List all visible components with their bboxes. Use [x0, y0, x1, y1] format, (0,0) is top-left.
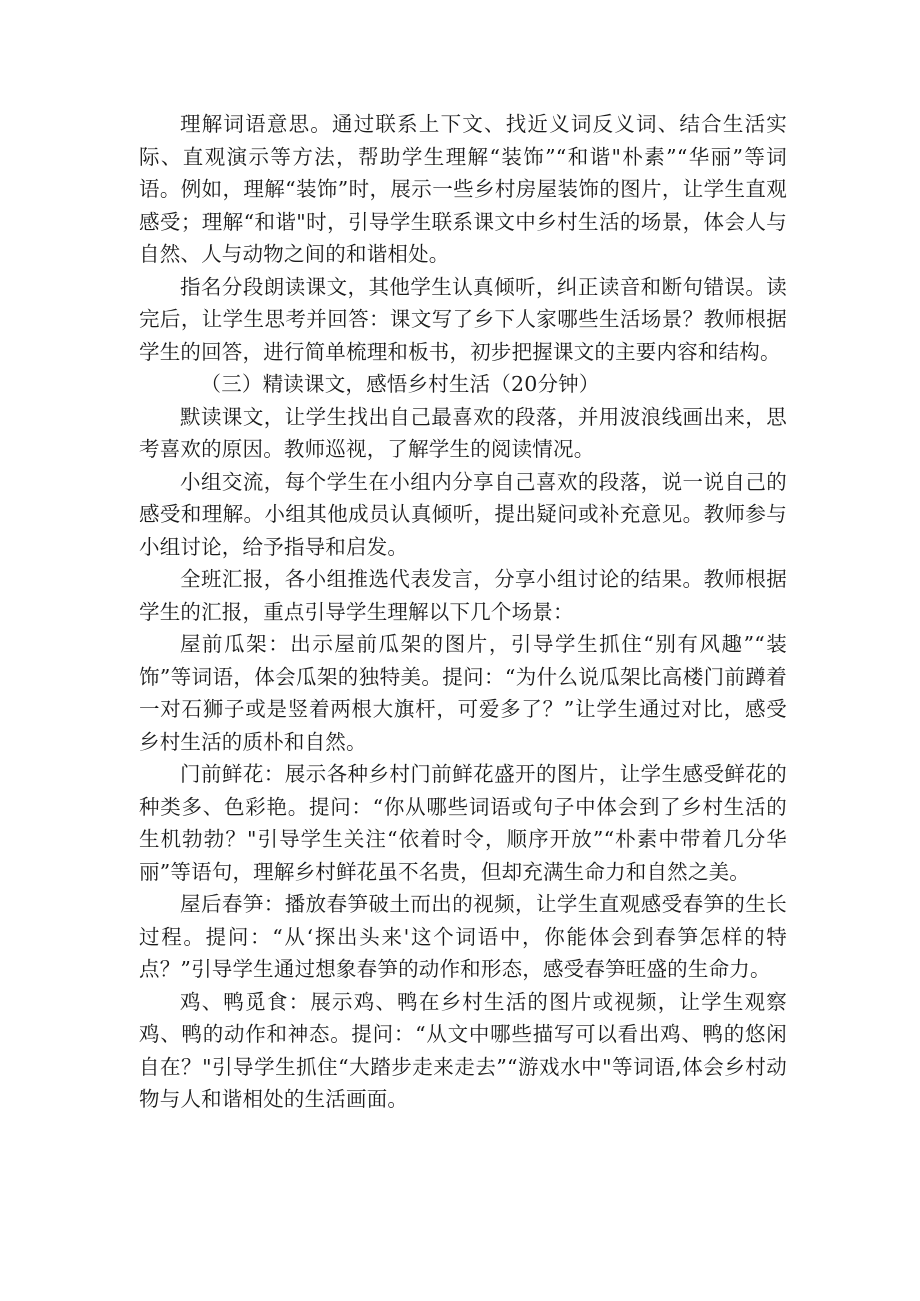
paragraph-chickens-ducks: 鸡、鸭觅食：展示鸡、鸭在乡村生活的图片或视频，让学生观察鸡、鸭的动作和神态。提问：“从文中哪些描写可以看出鸡、鸭的悠闲自在？"引导学生抓住“大踏步走来走去”“游戏水中"等词语,体会乡村动物与人和谐相处的生活画面。 — [139, 989, 787, 1111]
paragraph-group-discussion: 小组交流，每个学生在小组内分享自己喜欢的段落，说一说自己的感受和理解。小组其他成员认真倾听，提出疑问或补充意见。教师参与小组讨论，给予指导和启发。 — [139, 469, 787, 559]
section-heading-close-reading: （三）精读课文，感悟乡村生活（20分钟） — [200, 372, 600, 396]
paragraph-silent-reading: 默读课文，让学生找出自己最喜欢的段落，并用波浪线画出来，思考喜欢的原因。教师巡视，了解学生的阅读情况。 — [139, 404, 787, 461]
paragraph-melon-trellis: 屋前瓜架：出示屋前瓜架的图片，引导学生抓住“别有风趣”“装饰”等词语，体会瓜架的独特美。提问：“为什么说瓜架比高楼门前蹲着一对石狮子或是竖着两根大旗杆，可爱多了？”让学生通过对比，感受乡村生活的质朴和自然。 — [139, 632, 787, 754]
paragraph-bamboo-shoots: 屋后春笋：播放春笋破土而出的视频，让学生直观感受春笋的生长过程。提问：“从‘探出头来'这个词语中，你能体会到春笋怎样的特点？”引导学生通过想象春笋的动作和形态，感受春笋旺盛的生命力。 — [139, 892, 787, 981]
document-body — [139, 108, 787, 1116]
paragraph-vocabulary: 理解词语意思。通过联系上下文、找近义词反义词、结合生活实际、直观演示等方法，帮助学生理解“装饰”“和谐"朴素”“华丽”等词语。例如，理解“装饰”时，展示一些乡村房屋装饰的图片，让学生直观感受；理解“和谐"时，引导学生联系课文中乡村生活的场景，体会人与自然、人与动物之间的和谐相处。 — [139, 112, 787, 266]
paragraph-flowers: 门前鲜花：展示各种乡村门前鲜花盛开的图片，让学生感受鲜花的种类多、色彩艳。提问：“你从哪些词语或句子中体会到了乡村生活的生机勃勃？"引导学生关注“依着时令，顺序开放”“朴素中带着几分华丽”等语句，理解乡村鲜花虽不名贵，但却充满生命力和自然之美。 — [139, 762, 787, 884]
paragraph-class-report: 全班汇报，各小组推选代表发言，分享小组讨论的结果。教师根据学生的汇报，重点引导学生理解以下几个场景： — [139, 567, 787, 624]
paragraph-reading-aloud: 指名分段朗读课文，其他学生认真倾听，纠正读音和断句错误。读完后，让学生思考并回答：课文写了乡下人家哪些生活场景？教师根据学生的回答，进行简单梳理和板书，初步把握课文的主要内容和结构。 — [139, 274, 787, 364]
